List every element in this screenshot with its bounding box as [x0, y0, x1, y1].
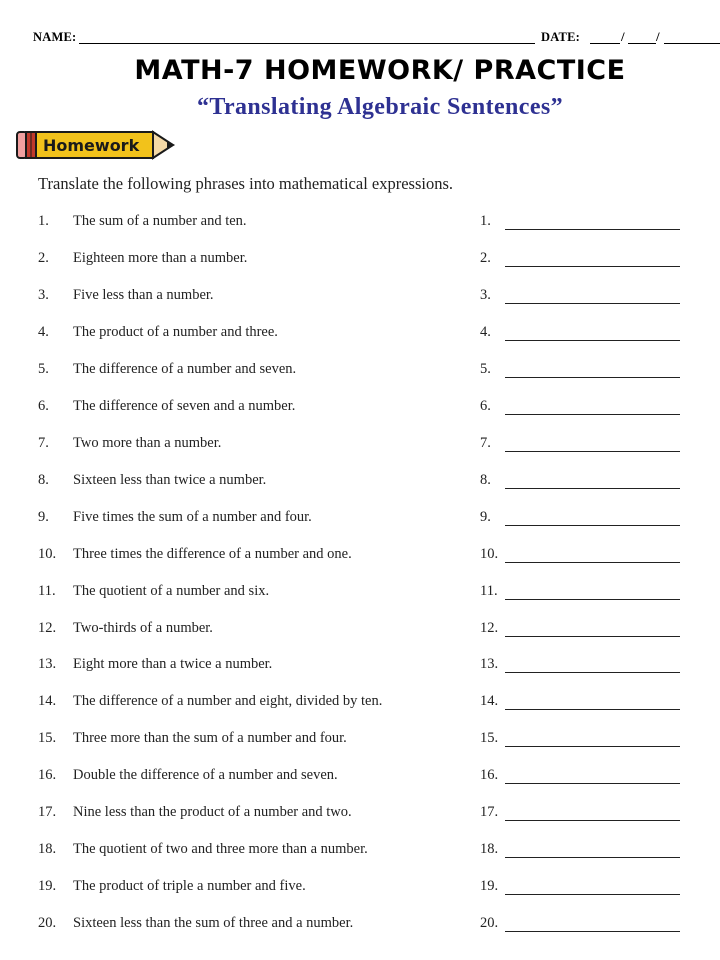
answer-number: 1.: [480, 213, 491, 229]
answer-blank-line[interactable]: [505, 340, 680, 341]
problem-number: 6.: [38, 397, 49, 414]
problem-text: Two more than a number.: [73, 434, 222, 451]
answer-number: 18.: [480, 841, 499, 858]
answer-number: 19.: [480, 878, 499, 895]
problem-text: The product of triple a number and five.: [73, 878, 306, 895]
problem-row: [0, 472, 720, 494]
answer-number: 4.: [480, 323, 491, 340]
problem-number: 13.: [38, 656, 57, 673]
problem-text: Eighteen more than a number.: [73, 249, 248, 266]
problem-number: 19.: [38, 878, 57, 895]
problem-text: Three times the difference of a number and one.: [73, 545, 352, 562]
answer-number: 8.: [480, 471, 491, 488]
date-day-blank[interactable]: [628, 43, 656, 44]
problem-text: Sixteen less than the sum of three and a number.: [73, 915, 354, 932]
problem-text: Nine less than the product of a number and two.: [73, 804, 352, 821]
homework-pencil-badge: [15, 128, 177, 162]
problem-text: Double the difference of a number and seven.: [73, 767, 338, 784]
answer-blank-line[interactable]: [505, 303, 680, 304]
problem-row: [0, 841, 720, 863]
answer-number: 16.: [480, 767, 499, 784]
date-month-blank[interactable]: [590, 43, 620, 44]
problem-text: Eight more than a twice a number.: [73, 656, 273, 673]
answer-blank-line[interactable]: [505, 672, 680, 673]
problem-row: [0, 656, 720, 678]
problem-number: 8.: [38, 471, 49, 488]
answer-number: 10.: [480, 545, 499, 562]
problem-number: 10.: [38, 545, 57, 562]
answer-blank-line[interactable]: [505, 746, 680, 747]
answer-number: 14.: [480, 693, 499, 710]
problem-row: [0, 398, 720, 420]
problem-text: Five less than a number.: [73, 286, 214, 303]
answer-number: 13.: [480, 656, 499, 673]
problem-text: The sum of a number and ten.: [73, 213, 247, 229]
answer-number: 17.: [480, 804, 499, 821]
answer-blank-line[interactable]: [505, 488, 680, 489]
problem-row: [0, 213, 720, 235]
answer-blank-line[interactable]: [505, 820, 680, 821]
answer-number: 5.: [480, 360, 491, 377]
answer-blank-line[interactable]: [505, 857, 680, 858]
answer-blank-line[interactable]: [505, 525, 680, 526]
problem-row: [0, 361, 720, 383]
answer-blank-line[interactable]: [505, 599, 680, 600]
problem-text: The quotient of two and three more than a number.: [73, 841, 368, 858]
instructions-text: Translate the following phrases into mathematical expressions.: [38, 174, 454, 193]
answer-number: 15.: [480, 730, 499, 747]
problem-number: 7.: [38, 434, 49, 451]
date-label: DATE:: [541, 30, 580, 44]
problem-number: 17.: [38, 804, 57, 821]
problem-number: 1.: [38, 213, 49, 229]
problem-text: The difference of seven and a number.: [73, 397, 296, 414]
problem-text: The product of a number and three.: [73, 323, 278, 340]
problem-number: 18.: [38, 841, 57, 858]
problem-number: 9.: [38, 508, 49, 525]
problem-number: 4.: [38, 323, 49, 340]
date-slash: /: [621, 29, 625, 44]
problem-row: [0, 287, 720, 309]
name-label: NAME:: [33, 30, 77, 44]
header-row: [33, 28, 720, 48]
problem-row: [0, 915, 720, 937]
date-slash: /: [656, 29, 660, 44]
answer-blank-line[interactable]: [505, 229, 680, 230]
problem-row: [0, 435, 720, 457]
answer-blank-line[interactable]: [505, 266, 680, 267]
problem-text: Three more than the sum of a number and four.: [73, 730, 347, 747]
problem-number: 3.: [38, 286, 49, 303]
problem-row: [0, 730, 720, 752]
problem-row: [0, 250, 720, 272]
problem-text: The quotient of a number and six.: [73, 582, 270, 599]
problem-text: The difference of a number and eight, divided by ten.: [73, 693, 383, 710]
answer-number: 2.: [480, 249, 491, 266]
answer-blank-line[interactable]: [505, 414, 680, 415]
problem-row: [0, 509, 720, 531]
answer-blank-line[interactable]: [505, 894, 680, 895]
problem-number: 15.: [38, 730, 57, 747]
problem-text: The difference of a number and seven.: [73, 360, 297, 377]
problem-number: 16.: [38, 767, 57, 784]
problem-row: [0, 693, 720, 715]
page-subtitle: “Translating Algebraic Sentences”: [196, 94, 564, 120]
answer-number: 6.: [480, 397, 491, 414]
answer-number: 20.: [480, 915, 499, 932]
page-title: MATH-7 HOMEWORK/ PRACTICE: [134, 55, 626, 86]
problem-row: [0, 878, 720, 900]
problem-text: Sixteen less than twice a number.: [73, 471, 267, 488]
problem-row: [0, 804, 720, 826]
problem-row: [0, 767, 720, 789]
date-year-blank[interactable]: [664, 43, 720, 44]
problem-number: 14.: [38, 693, 57, 710]
answer-number: 7.: [480, 434, 491, 451]
answer-blank-line[interactable]: [505, 451, 680, 452]
problem-text: Five times the sum of a number and four.: [73, 508, 312, 525]
answer-blank-line[interactable]: [505, 931, 680, 932]
name-blank-line[interactable]: [79, 43, 535, 44]
answer-blank-line[interactable]: [505, 709, 680, 710]
problem-number: 5.: [38, 360, 49, 377]
answer-blank-line[interactable]: [505, 783, 680, 784]
answer-blank-line[interactable]: [505, 636, 680, 637]
problem-row: [0, 324, 720, 346]
problem-number: 20.: [38, 915, 57, 932]
problem-number: 11.: [38, 582, 56, 599]
answer-number: 12.: [480, 619, 499, 636]
answer-number: 3.: [480, 286, 491, 303]
problem-row: [0, 546, 720, 568]
answer-blank-line[interactable]: [505, 562, 680, 563]
answer-blank-line[interactable]: [505, 377, 680, 378]
problem-text: Two-thirds of a number.: [73, 619, 213, 636]
problem-row: [0, 583, 720, 605]
problem-number: 12.: [38, 619, 57, 636]
problem-row: [0, 620, 720, 642]
homework-label: Homework: [43, 136, 140, 155]
answer-number: 9.: [480, 508, 491, 525]
problem-number: 2.: [38, 249, 49, 266]
answer-number: 11.: [480, 582, 498, 599]
